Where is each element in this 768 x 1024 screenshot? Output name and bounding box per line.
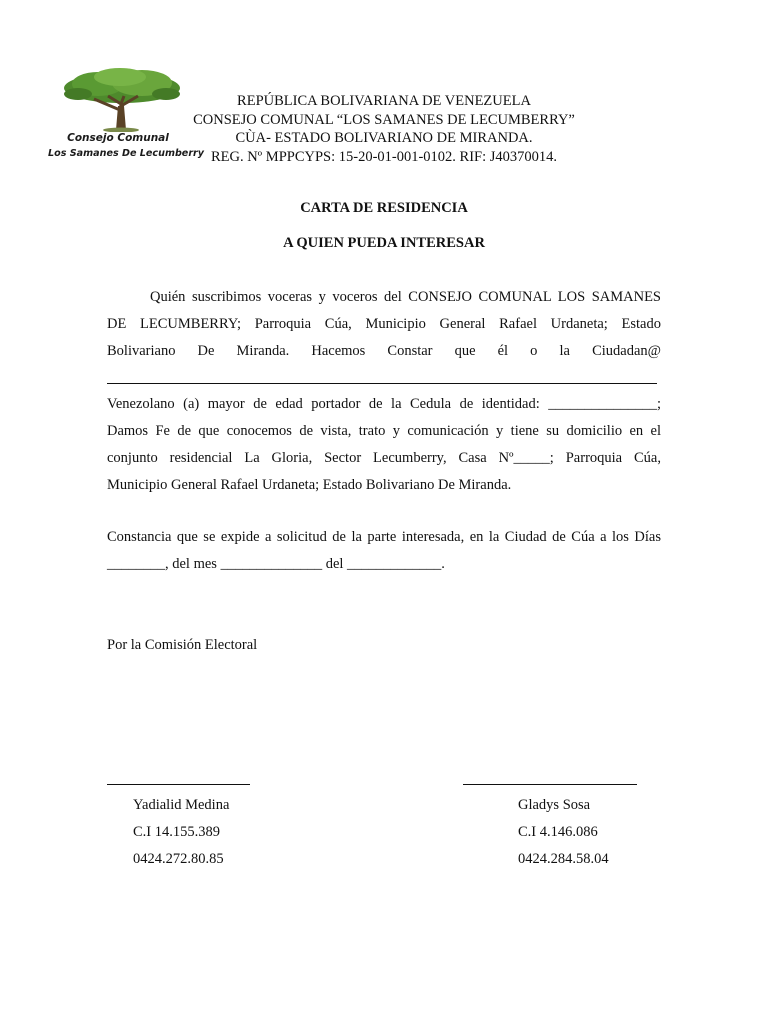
document-title: CARTA DE RESIDENCIA xyxy=(300,200,468,216)
logo-line-2: Los Samanes De Lecumberry xyxy=(48,148,205,159)
signatory-2-name: Gladys Sosa xyxy=(518,797,591,813)
signatory-1-phone: 0424.272.80.85 xyxy=(133,851,224,867)
document-subtitle: A QUIEN PUEDA INTERESAR xyxy=(283,235,485,251)
header-line-3: CÙA- ESTADO BOLIVARIANO DE MIRANDA. xyxy=(235,130,533,146)
body-p3-line-2: ________, del mes ______________ del _____________. xyxy=(107,556,445,572)
logo-line-1: Consejo Comunal xyxy=(67,132,169,144)
header-line-1: REPÚBLICA BOLIVARIANA DE VENEZUELA xyxy=(237,93,531,109)
body-p1-line-3: Bolivariano De Miranda. Hacemos Constar que él o la Ciudadan@ xyxy=(107,343,661,359)
closing-line: Por la Comisión Electoral xyxy=(107,637,258,653)
signature-line-right xyxy=(463,784,637,785)
letterhead xyxy=(150,92,618,166)
citizen-name-blank xyxy=(107,383,657,384)
body-p2-line-3: conjunto residencial La Gloria, Sector Lecumberry, Casa Nº_____; Parroquia Cúa, xyxy=(107,450,661,466)
body-p1-line-1: Quién suscribimos voceras y voceros del CONSEJO COMUNAL LOS SAMANES xyxy=(150,289,661,305)
signatory-1-ci: C.I 14.155.389 xyxy=(133,824,220,840)
body-p1-line-2: DE LECUMBERRY; Parroquia Cúa, Municipio General Rafael Urdaneta; Estado xyxy=(107,316,661,332)
signatory-2-ci: C.I 4.146.086 xyxy=(518,824,598,840)
signature-line-left xyxy=(107,784,250,785)
body-p3-line-1: Constancia que se expide a solicitud de la parte interesada, en la Ciudad de Cúa a los Días xyxy=(107,529,661,545)
header-line-2: CONSEJO COMUNAL “LOS SAMANES DE LECUMBERRY” xyxy=(193,111,575,128)
header-line-4: REG. Nº MPPCYPS: 15-20-01-001-0102. RIF: J40370014. xyxy=(210,148,558,165)
signatory-2-phone: 0424.284.58.04 xyxy=(518,851,609,867)
signatory-1-name: Yadialid Medina xyxy=(133,797,230,813)
body-p2-line-1: Venezolano (a) mayor de edad portador de la Cedula de identidad: _______________; xyxy=(107,396,661,412)
body-p2-line-4: Municipio General Rafael Urdaneta; Estado Bolivariano De Miranda. xyxy=(107,477,512,493)
body-p2-line-2: Damos Fe de que conocemos de vista, trato y comunicación y tiene su domicilio en el xyxy=(107,423,661,439)
